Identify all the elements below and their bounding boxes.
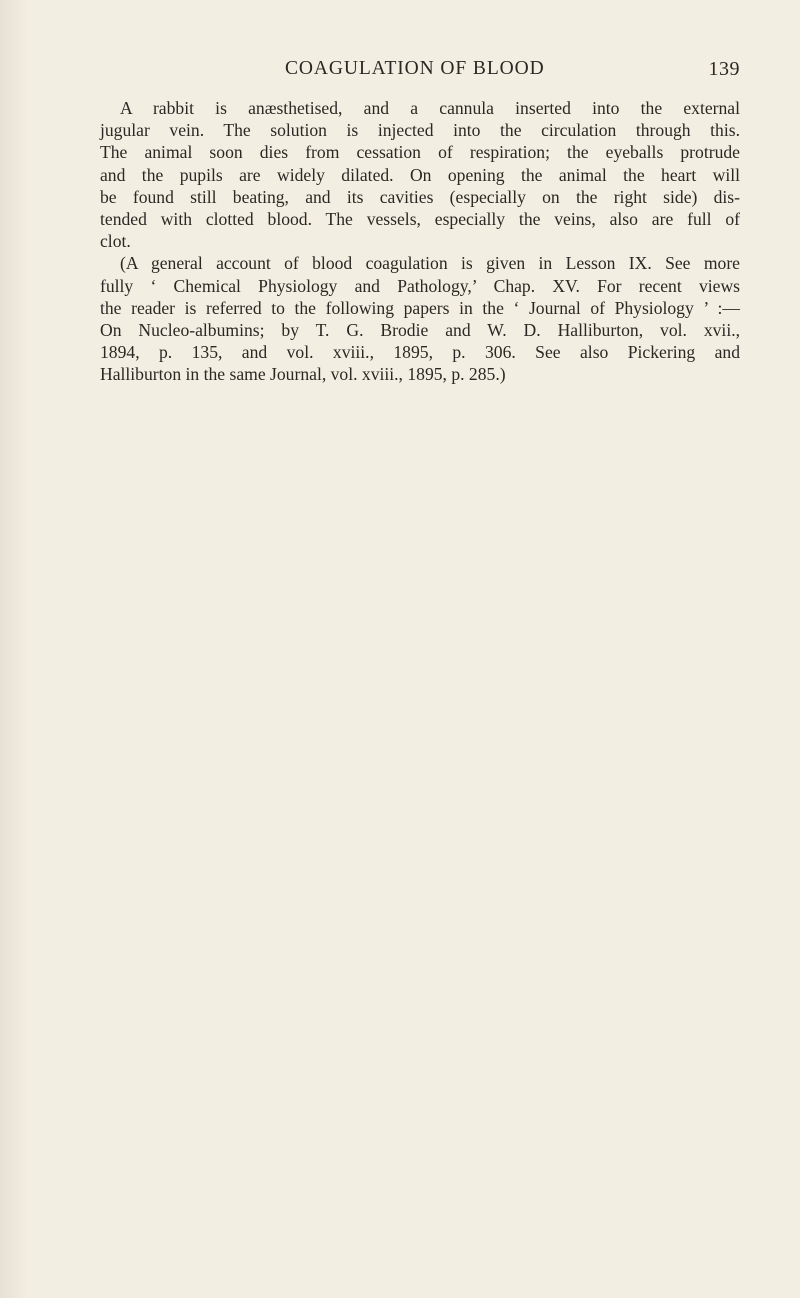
running-head bbox=[100, 58, 740, 88]
text-line: On Nucleo-albumins; by T. G. Brodie and W. D. Halliburton, vol. xvii., bbox=[100, 319, 740, 340]
text-line: clot. bbox=[100, 231, 131, 252]
text-line: tended with clotted blood. The vessels, especially the veins, also are full of bbox=[100, 208, 740, 229]
text-line: Halliburton in the same Journal, vol. xviii., 1895, p. 285.) bbox=[100, 364, 506, 385]
text-line: fully ‘ Chemical Physiology and Pathology,’ Chap. XV. For recent views bbox=[100, 275, 740, 296]
paragraph-procedure bbox=[100, 97, 740, 252]
body-text bbox=[100, 97, 740, 385]
page-number: 139 bbox=[708, 58, 740, 80]
paragraph-references bbox=[100, 252, 740, 385]
text-line: and the pupils are widely dilated. On opening the animal the heart will bbox=[100, 164, 740, 185]
text-line: 1894, p. 135, and vol. xviii., 1895, p. 306. See also Pickering and bbox=[100, 342, 740, 363]
text-line: the reader is referred to the following papers in the ‘ Journal of Physiology ’ :— bbox=[100, 297, 740, 318]
text-line: jugular vein. The solution is injected into the circulation through this. bbox=[100, 120, 740, 141]
running-title: COAGULATION OF BLOOD bbox=[285, 58, 545, 79]
text-line: A rabbit is anæsthetised, and a cannula inserted into the external bbox=[120, 98, 740, 118]
text-line: (A general account of blood coagulation is given in Lesson IX. See more bbox=[120, 253, 740, 274]
text-line: The animal soon dies from cessation of respiration; the eyeballs protrude bbox=[100, 142, 740, 163]
text-line: be found still beating, and its cavities (especially on the right side) dis- bbox=[100, 186, 740, 207]
